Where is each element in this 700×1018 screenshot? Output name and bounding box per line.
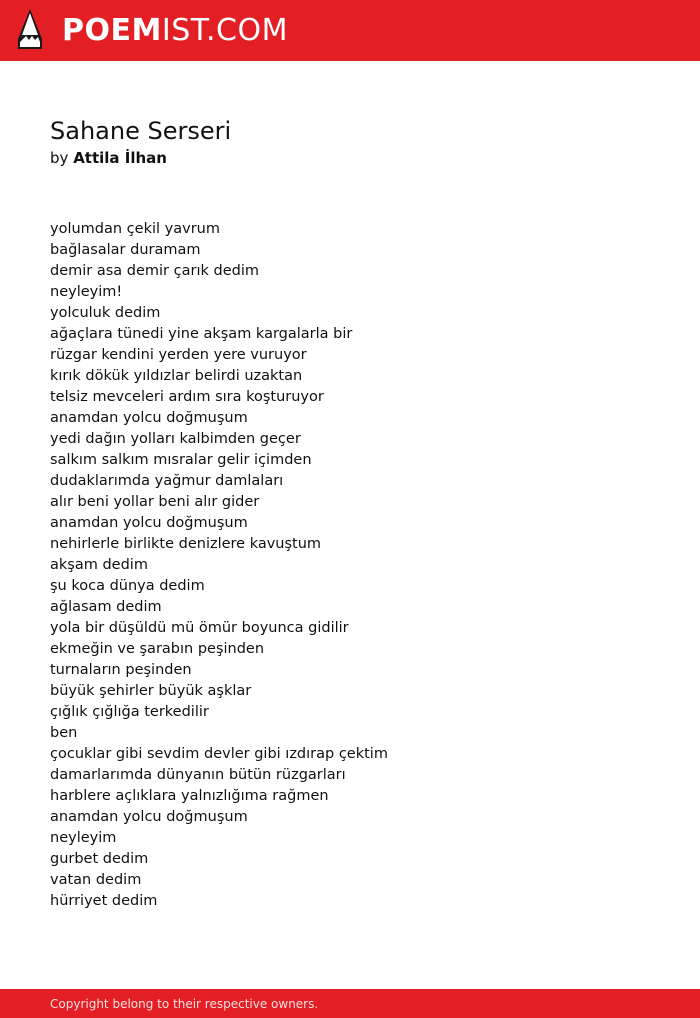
poem-line: yolculuk dedim	[50, 305, 161, 321]
poem-line: yedi dağın yolları kalbimden geçer	[50, 431, 301, 447]
poem-line: demir asa demir çarık dedim	[50, 263, 259, 279]
site-header	[0, 0, 700, 61]
poem-line: akşam dedim	[50, 557, 148, 573]
site-logo-text[interactable]	[62, 11, 288, 51]
poem-line: ekmeğin ve şarabın peşinden	[50, 641, 265, 657]
poem-line: salkım salkım mısralar gelir içimden	[50, 452, 312, 468]
poem-title: Sahane Serseri	[50, 117, 232, 145]
poem-line: dudaklarımda yağmur damlaları	[50, 473, 284, 489]
logo-light-part: IST.COM	[161, 13, 288, 48]
poem-line: gurbet dedim	[50, 851, 149, 867]
poem-line: turnaların peşinden	[50, 662, 192, 678]
by-label: by	[50, 149, 69, 167]
poem-line: neyleyim	[50, 830, 117, 846]
poem-line: vatan dedim	[50, 872, 142, 888]
poem-line: ağlasam dedim	[50, 599, 162, 615]
poem-body	[50, 219, 650, 912]
poem-line: büyük şehirler büyük aşklar	[50, 683, 252, 699]
poem-line: alır beni yollar beni alır gider	[50, 494, 260, 510]
poem-line: ben	[50, 725, 78, 741]
poem-line: harblere açlıklara yalnızlığıma rağmen	[50, 788, 329, 804]
poem-line: kırık dökük yıldızlar belirdi uzaktan	[50, 368, 303, 384]
site-footer	[0, 989, 700, 1018]
poem-line: çığlık çığlığa terkedilir	[50, 704, 209, 720]
poem-line: anamdan yolcu doğmuşum	[50, 809, 248, 825]
poem-line: nehirlerle birlikte denizlere kavuştum	[50, 536, 322, 552]
poem-byline	[50, 148, 167, 168]
poem-author: Attila İlhan	[73, 149, 167, 167]
poem-line: yolumdan çekil yavrum	[50, 221, 220, 237]
poem-line: anamdan yolcu doğmuşum	[50, 515, 248, 531]
poem-line: telsiz mevceleri ardım sıra koşturuyor	[50, 389, 324, 405]
poem-line: ağaçlara tünedi yine akşam kargalarla bir	[50, 326, 353, 342]
poem-line: neyleyim!	[50, 284, 123, 300]
poem-line: anamdan yolcu doğmuşum	[50, 410, 248, 426]
poem-line: bağlasalar duramam	[50, 242, 201, 258]
poem-line: damarlarımda dünyanın bütün rüzgarları	[50, 767, 346, 783]
poem-line: çocuklar gibi sevdim devler gibi ızdırap çektim	[50, 746, 388, 762]
pencil-logo-icon[interactable]	[18, 9, 42, 51]
poem-line: rüzgar kendini yerden yere vuruyor	[50, 347, 307, 363]
logo-bold-part: POEM	[62, 13, 162, 48]
copyright-notice: Copyright belong to their respective owners.	[50, 997, 319, 1011]
poem-line: yola bir düşüldü mü ömür boyunca gidilir	[50, 620, 349, 636]
poem-line: hürriyet dedim	[50, 893, 158, 909]
poem-line: şu koca dünya dedim	[50, 578, 205, 594]
